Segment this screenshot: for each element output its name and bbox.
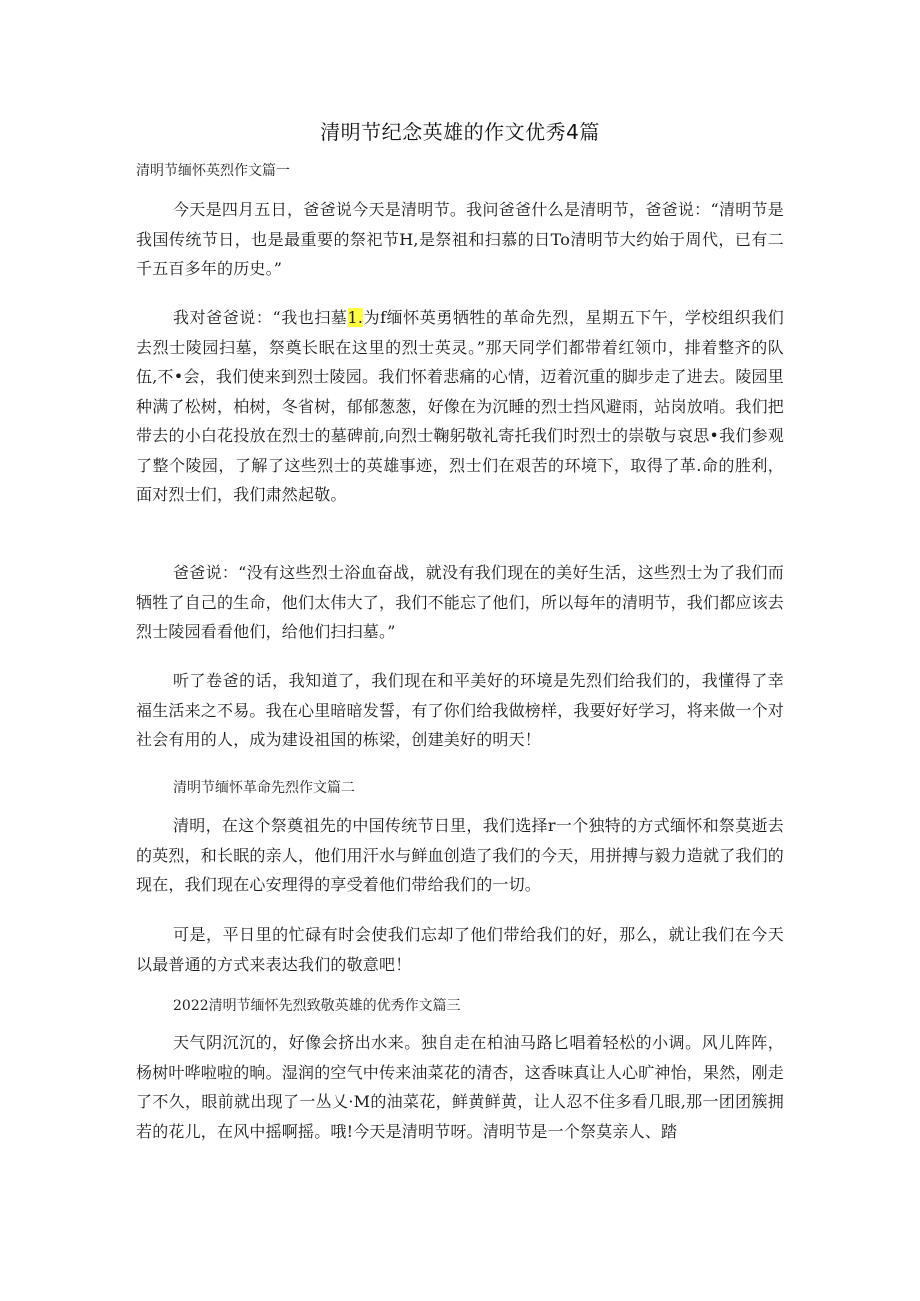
paragraph-4: 听了卷爸的话，我知道了，我们现在和平美好的环境是先烈们给我们的，我懂得了幸福生活来之不易。我在心里暗暗发誓，有了你们给我做榜样，我要好好学习，将来做一个对社会有用的人，成为建设祖国的栋梁，创建美好的明天！ — [136, 671, 785, 749]
paragraph-7: 天气阴沉沉的，好像会挤出水来。独自走在柏油马路匕唱着轻松的小调。风儿阵阵，杨树叶哗啦啦的晌。湿润的空气中传来油菜花的清杏，这香味真让人心旷神怡，果然，刚走了不久，眼前就出现了一丛乂·M的油菜花，鲜黄鲜黄，让人忍不住多看几眼,那一团团簇拥若的花儿，在风中摇啊摇。哦!今天是清明节呀。清明节是一个祭莫亲人、踏 — [136, 1033, 785, 1141]
section-heading-1: 清明节缅怀英烈作文篇一 — [136, 163, 290, 179]
paragraph-6: 可是，平日里的忙碌有时会使我们忘却了他们带给我们的好，那么，就让我们在今天以最普通的方式来表达我们的敬意吧！ — [136, 925, 784, 974]
paragraph-2-text-b: 为f缅怀英勇牺牲的革命先烈，星期五下午，学校组织我们去烈士陵园扫墓，祭奠长眠在这里的烈士英灵。”那天同学们都带着红领巾，排着整齐的队伍,不•会，我们使来到烈士陵园。我们怀着悲痛的心情，迈着沉重的脚步走了进去。陵园里种满了松树，柏树，冬省树，郁郁葱葱，好像在为沉睡的烈士挡风避雨，站岗放哨。我们把带去的小白花投放在烈士的墓碑前,向烈士鞠躬敬礼寄托我们时烈士的崇敬与哀思•我们参观了整个陵园，了解了这些烈士的英雄事迹，烈士们在艰苦的环境下，取得了革.命的胜利，面对烈士们，我们肃然起敬。 — [136, 308, 785, 504]
paragraph-5: 清明，在这个祭奠祖先的中国传统节日里，我们选择r一个独特的方式缅怀和祭莫逝去的英烈，和长眠的亲人，他们用汗水与鲜血创造了我们的今天，用拼搏与毅力造就了我们的现在，我们现在心安理得的享受着他们带给我们的一切。 — [136, 816, 785, 894]
highlighted-text: 1. — [347, 308, 364, 327]
paragraph-3: 爸爸说：“没有这些烈士浴血奋战，就没有我们现在的美好生活，这些烈士为了我们而牺牲了自己的生命，他们太伟大了，我们不能忘了他们，所以每年的清明节，我们都应该去烈士陵园看看他们，给他们扫扫墓。” — [136, 563, 785, 641]
section-heading-2: 清明节缅怀革命先烈作文篇二 — [173, 780, 355, 796]
paragraph-1: 今天是四月五日，爸爸说今天是清明节。我问爸爸什么是清明节，爸爸说：“清明节是我国传统节日，也是最重要的祭祀节H,是祭祖和扫慕的日To清明节大约始于周代，已有二千五百多年的历史。” — [136, 200, 784, 278]
paragraph-2-text-a: 我对爸爸说：“我也扫墓 — [173, 308, 348, 327]
paragraph-2 — [136, 303, 784, 510]
section-heading-3: 2022清明节缅怀先烈致敬英雄的优秀作文篇三 — [173, 998, 461, 1014]
document-title: 清明节纪念英雄的作文优秀4篇 — [320, 120, 600, 144]
